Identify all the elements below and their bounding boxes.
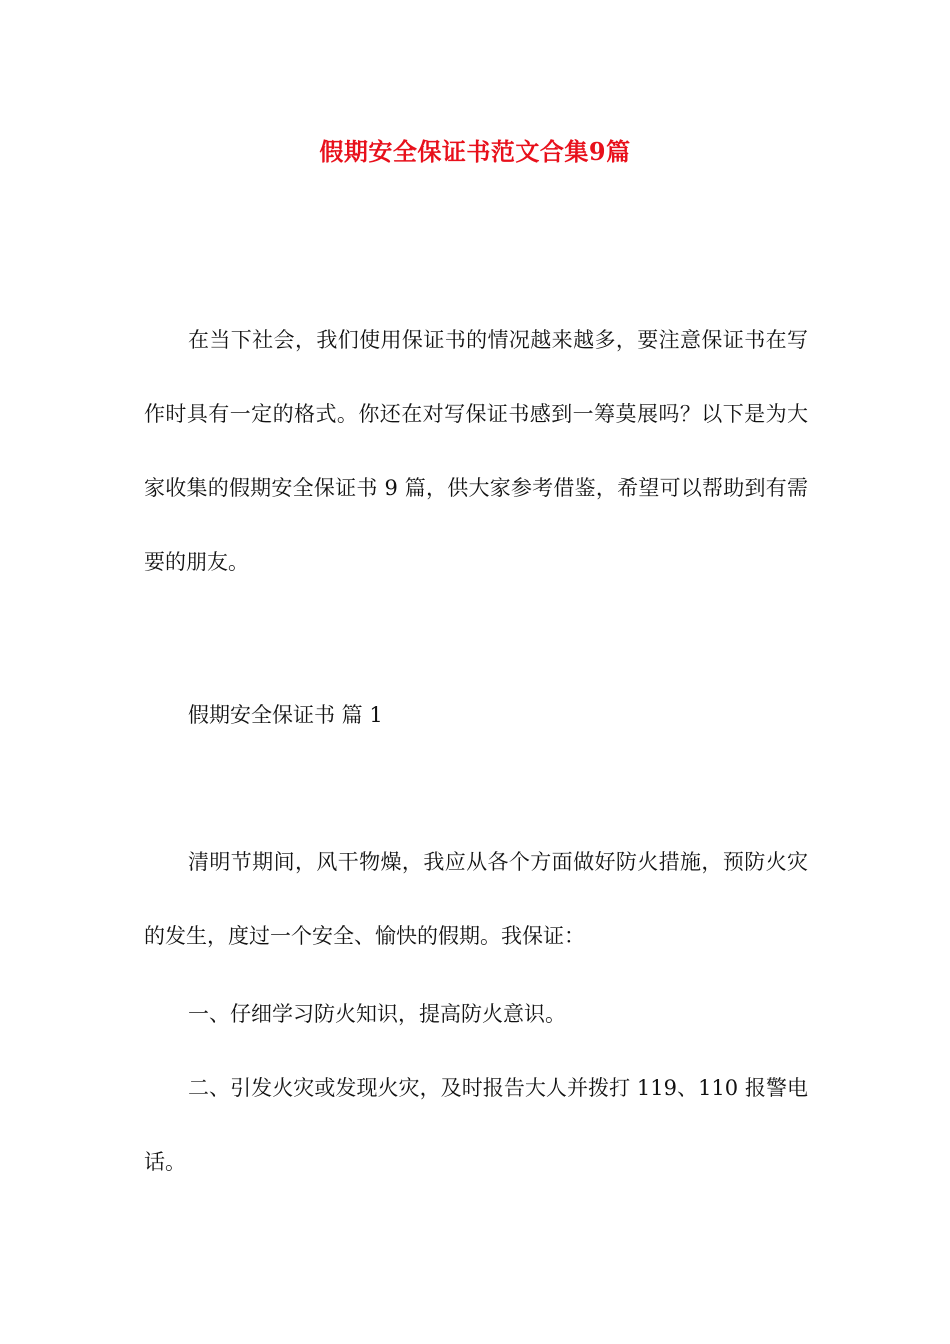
list-item: 一、仔细学习防火知识，提高防火意识。 <box>188 1002 566 1026</box>
intro-paragraph: 在当下社会，我们使用保证书的情况越来越多，要注意保证书在写作时具有一定的格式。你还在对写保证书感到一筹莫展吗？以下是为大家收集的假期安全保证书 9 篇，供大家参考借鉴，希望可以帮助到有需要的朋友。 <box>144 328 808 574</box>
list-item: 二、引发火灾或发现火灾，及时报告大人并拨打 119、110 报警电话。 <box>144 1076 808 1174</box>
document-title: 假期安全保证书范文合集9篇 <box>319 137 631 166</box>
section-heading: 假期安全保证书 篇 1 <box>188 703 383 727</box>
body-paragraph: 清明节期间，风干物燥，我应从各个方面做好防火措施，预防火灾的发生，度过一个安全、愉快的假期。我保证： <box>144 850 808 948</box>
